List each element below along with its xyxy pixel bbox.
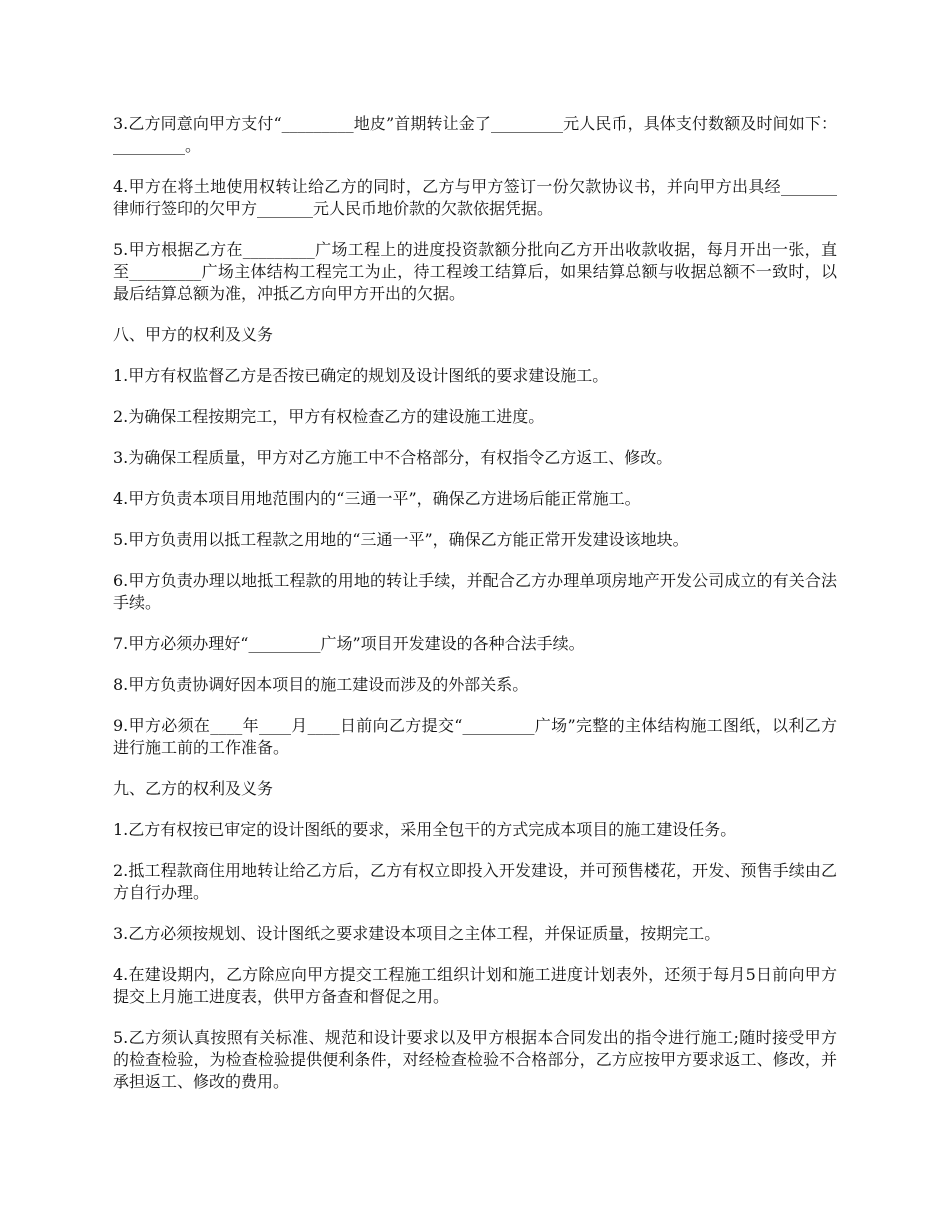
clause-9-3: 3.乙方必须按规划、设计图纸之要求建设本项目之主体工程，并保证质量，按期完工。 <box>113 924 721 943</box>
clause-9-5: 5.乙方须认真按照有关标准、规范和设计要求以及甲方根据本合同发出的指令进行施工;随时接受甲方的检查检验，为检查检验提供便利条件，对经检查检验不合格部分，乙方应按甲方要求返工、修改，并承担返工、修改的费用。 <box>113 1028 837 1091</box>
clause-8-2: 2.为确保工程按期完工，甲方有权检查乙方的建设施工进度。 <box>113 407 545 426</box>
clause-7-3: 3.乙方同意向甲方支付“_________地皮”首期转让金了_________元人民币，具体支付数额及时间如下：_________。 <box>113 114 837 155</box>
clause-9-4: 4.在建设期内，乙方除应向甲方提交工程施工组织计划和施工进度计划表外，还须于每月5日前向甲方提交上月施工进度表，供甲方备查和督促之用。 <box>113 965 837 1006</box>
clause-8-5: 5.甲方负责用以抵工程款之用地的“三通一平”，确保乙方能正常开发建设该地块。 <box>113 530 689 549</box>
section-9-heading: 九、乙方的权利及义务 <box>113 779 274 798</box>
clause-8-6: 6.甲方负责办理以地抵工程款的用地的转让手续，并配合乙方办理单项房地产开发公司成立的有关合法手续。 <box>113 571 837 612</box>
clause-7-4: 4.甲方在将土地使用权转让给乙方的同时，乙方与甲方签订一份欠款协议书，并向甲方出具经_______律师行签印的欠甲方_______元人民币地价款的欠款依据凭据。 <box>113 177 837 218</box>
clause-9-2: 2.抵工程款商住用地转让给乙方后，乙方有权立即投入开发建设，并可预售楼花，开发、预售手续由乙方自行办理。 <box>113 861 837 902</box>
clause-8-7: 7.甲方必须办理好“_________广场”项目开发建设的各种合法手续。 <box>113 634 585 653</box>
clause-7-5: 5.甲方根据乙方在_________广场工程上的进度投资款额分批向乙方开出收款收据，每月开出一张，直至_________广场主体结构工程完工为止，待工程竣工结算后，如果结算总额与收据总额不一致时，以最后结算总额为准，冲抵乙方向甲方开出的欠据。 <box>113 240 837 303</box>
document-page <box>113 113 837 1112</box>
clause-9-1: 1.乙方有权按已审定的设计图纸的要求，采用全包干的方式完成本项目的施工建设任务。 <box>113 820 737 839</box>
clause-8-8: 8.甲方负责协调好因本项目的施工建设而涉及的外部关系。 <box>113 675 529 694</box>
clause-8-9: 9.甲方必须在____年____月____日前向乙方提交“_________广场”完整的主体结构施工图纸，以利乙方进行施工前的工作准备。 <box>113 716 837 757</box>
section-8-heading: 八、甲方的权利及义务 <box>113 325 274 344</box>
clause-8-1: 1.甲方有权监督乙方是否按已确定的规划及设计图纸的要求建设施工。 <box>113 366 609 385</box>
clause-8-3: 3.为确保工程质量，甲方对乙方施工中不合格部分，有权指令乙方返工、修改。 <box>113 448 673 467</box>
clause-8-4: 4.甲方负责本项目用地范围内的“三通一平”，确保乙方进场后能正常施工。 <box>113 489 641 508</box>
